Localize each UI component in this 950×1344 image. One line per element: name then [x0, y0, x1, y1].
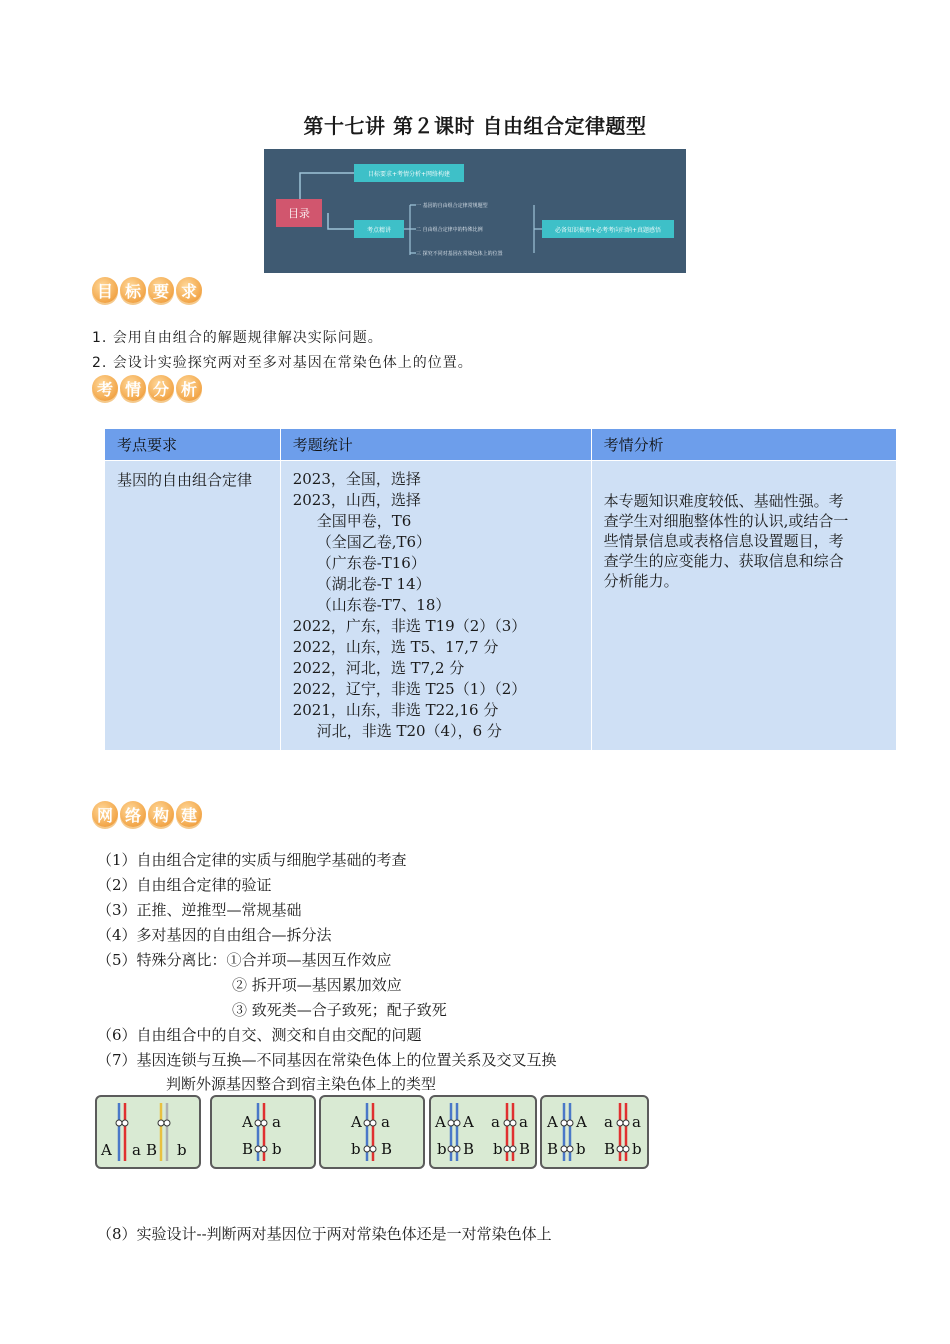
stat-line: 2023，山西，选择 [292, 491, 421, 509]
network-item: （1）自由组合定律的实质与细胞学基础的考查 [97, 851, 407, 869]
analysis-heading-char: 情 [120, 375, 146, 401]
allele-label: b [437, 1140, 447, 1158]
allele-label: b [351, 1140, 361, 1158]
analysis-line: 本专题知识难度较低、基础性强。考 [603, 492, 844, 510]
allele-label: A [576, 1113, 587, 1131]
allele-label: A [242, 1113, 253, 1131]
stat-line: 2022，辽宁，非选 T25（1）（2） [292, 680, 527, 698]
chromosome-diagram-3 [319, 1095, 425, 1169]
toc-banner [264, 149, 686, 273]
chromosome-diagram-4 [429, 1095, 537, 1169]
stat-line: 2022，河北，选 T7,2 分 [292, 659, 465, 677]
analysis-heading-char: 考 [92, 375, 118, 401]
allele-label: a [519, 1113, 528, 1131]
allele-label: B [146, 1141, 158, 1159]
allele-label: b [632, 1140, 642, 1158]
allele-label: B [381, 1140, 393, 1158]
allele-label: b [576, 1140, 586, 1158]
stat-line: 2022，山东，选 T5、17,7 分 [292, 638, 499, 656]
table-row [105, 461, 897, 751]
allele-label: B [547, 1140, 559, 1158]
allele-label: b [177, 1141, 187, 1159]
analysis-line: 些情景信息或表格信息设置题目，考 [603, 532, 844, 550]
toc-box-points-label: 考点精讲 [366, 227, 392, 234]
table-header-cell: 考情分析 [591, 429, 896, 461]
stat-line: 2022，广东，非选 T19（2）（3） [292, 617, 527, 635]
analysis-line: 查学生的应变能力、获取信息和综合 [603, 552, 844, 570]
allele-label: a [491, 1113, 500, 1131]
network-item: （2）自由组合定律的验证 [97, 876, 272, 894]
analysis-line: 查学生对细胞整体性的认识,或结合一 [603, 512, 849, 530]
allele-label: A [101, 1141, 112, 1159]
network-heading-char: 网 [92, 801, 118, 827]
network-item: （5）特殊分离比：①合并项—基因互作效应 [97, 951, 392, 969]
page-title: 第十七讲 第２课时 自由组合定律题型 [303, 114, 647, 138]
analysis-cell [591, 461, 896, 751]
analysis-line: 分析能力。 [603, 572, 679, 590]
allele-label: a [381, 1113, 390, 1131]
allele-label: b [272, 1140, 282, 1158]
analysis-heading-char: 分 [148, 375, 174, 401]
stat-line: （广东卷-T16） [316, 554, 426, 572]
stat-line: （全国乙卷,T6） [316, 533, 432, 551]
chromosome-diagram-2 [210, 1095, 316, 1169]
allele-label: B [519, 1140, 531, 1158]
network-heading-char: 构 [148, 801, 174, 827]
toc-box-goals-label: 目标要求+考情分析+网络构建 [367, 171, 451, 178]
toc-root-label: 目录 [288, 207, 310, 220]
table-header-cell: 考点要求 [105, 429, 281, 461]
goal-item: 1. 会用自由组合的解题规律解决实际问题。 [92, 330, 383, 346]
network-item-experiment: （8）实验设计--判断两对基因位于两对常染色体还是一对常染色体上 [97, 1225, 552, 1243]
goals-heading-char: 要 [148, 277, 174, 303]
goals-heading-char: 目 [92, 277, 118, 303]
chromosome-diagram-5 [540, 1095, 649, 1169]
stats-cell [280, 461, 591, 751]
stat-line: 2021，山东，非选 T22,16 分 [292, 701, 499, 719]
stat-line: 全国甲卷，T6 [316, 512, 412, 530]
stat-line: 河北，非选 T20（4），6 分 [316, 722, 502, 740]
allele-label: A [351, 1113, 362, 1131]
toc-box-knowledge-label: 必备知识梳理+必考考向归纳+真题感悟 [554, 227, 662, 234]
network-item: （6）自由组合中的自交、测交和自由交配的问题 [97, 1026, 422, 1044]
network-item: ② 拆开项—基因累加效应 [232, 976, 402, 994]
table-header-row [105, 429, 897, 461]
allele-label: A [435, 1113, 446, 1131]
exam-analysis-table [104, 428, 897, 751]
chromosome-diagram-1 [95, 1095, 201, 1169]
allele-label: a [604, 1113, 613, 1131]
toc-item-2: 二 自由组合定律中的特殊比例 [416, 227, 483, 233]
network-item: （4）多对基因的自由组合—拆分法 [97, 926, 332, 944]
network-heading [92, 801, 202, 827]
goal-item: 2. 会设计实验探究两对至多对基因在常染色体上的位置。 [92, 355, 473, 371]
goals-heading-char: 标 [120, 277, 146, 303]
allele-label: A [547, 1113, 558, 1131]
toc-item-1: 一 基因的自由组合定律常规题型 [416, 203, 488, 209]
allele-label: b [493, 1140, 503, 1158]
allele-label: a [272, 1113, 281, 1131]
network-item: ③ 致死类—合子致死；配子致死 [232, 1001, 447, 1019]
network-item: （3）正推、逆推型—常规基础 [97, 901, 302, 919]
stat-line: 2023，全国，选择 [292, 470, 421, 488]
table-header-cell: 考题统计 [280, 429, 591, 461]
goals-heading-char: 求 [176, 277, 202, 303]
allele-label: B [604, 1140, 616, 1158]
network-heading-char: 络 [120, 801, 146, 827]
network-item: （7）基因连锁与互换—不同基因在常染色体上的位置关系及交叉互换 [97, 1051, 557, 1069]
allele-label: a [132, 1141, 141, 1159]
allele-label: a [632, 1113, 641, 1131]
allele-label: A [463, 1113, 474, 1131]
network-heading-char: 建 [176, 801, 202, 827]
analysis-heading [92, 375, 202, 401]
topic-cell: 基因的自由组合定律 [105, 461, 281, 751]
network-item: 判断外源基因整合到宿主染色体上的类型 [166, 1075, 437, 1093]
stat-line: （湖北卷-T 14） [316, 575, 431, 593]
allele-label: B [242, 1140, 254, 1158]
allele-label: B [463, 1140, 475, 1158]
goals-heading [92, 277, 202, 303]
stat-line: （山东卷-T7、18） [316, 596, 451, 614]
analysis-heading-char: 析 [176, 375, 202, 401]
toc-item-3: 三 探究不同对基因在常染色体上的位置 [416, 251, 503, 257]
